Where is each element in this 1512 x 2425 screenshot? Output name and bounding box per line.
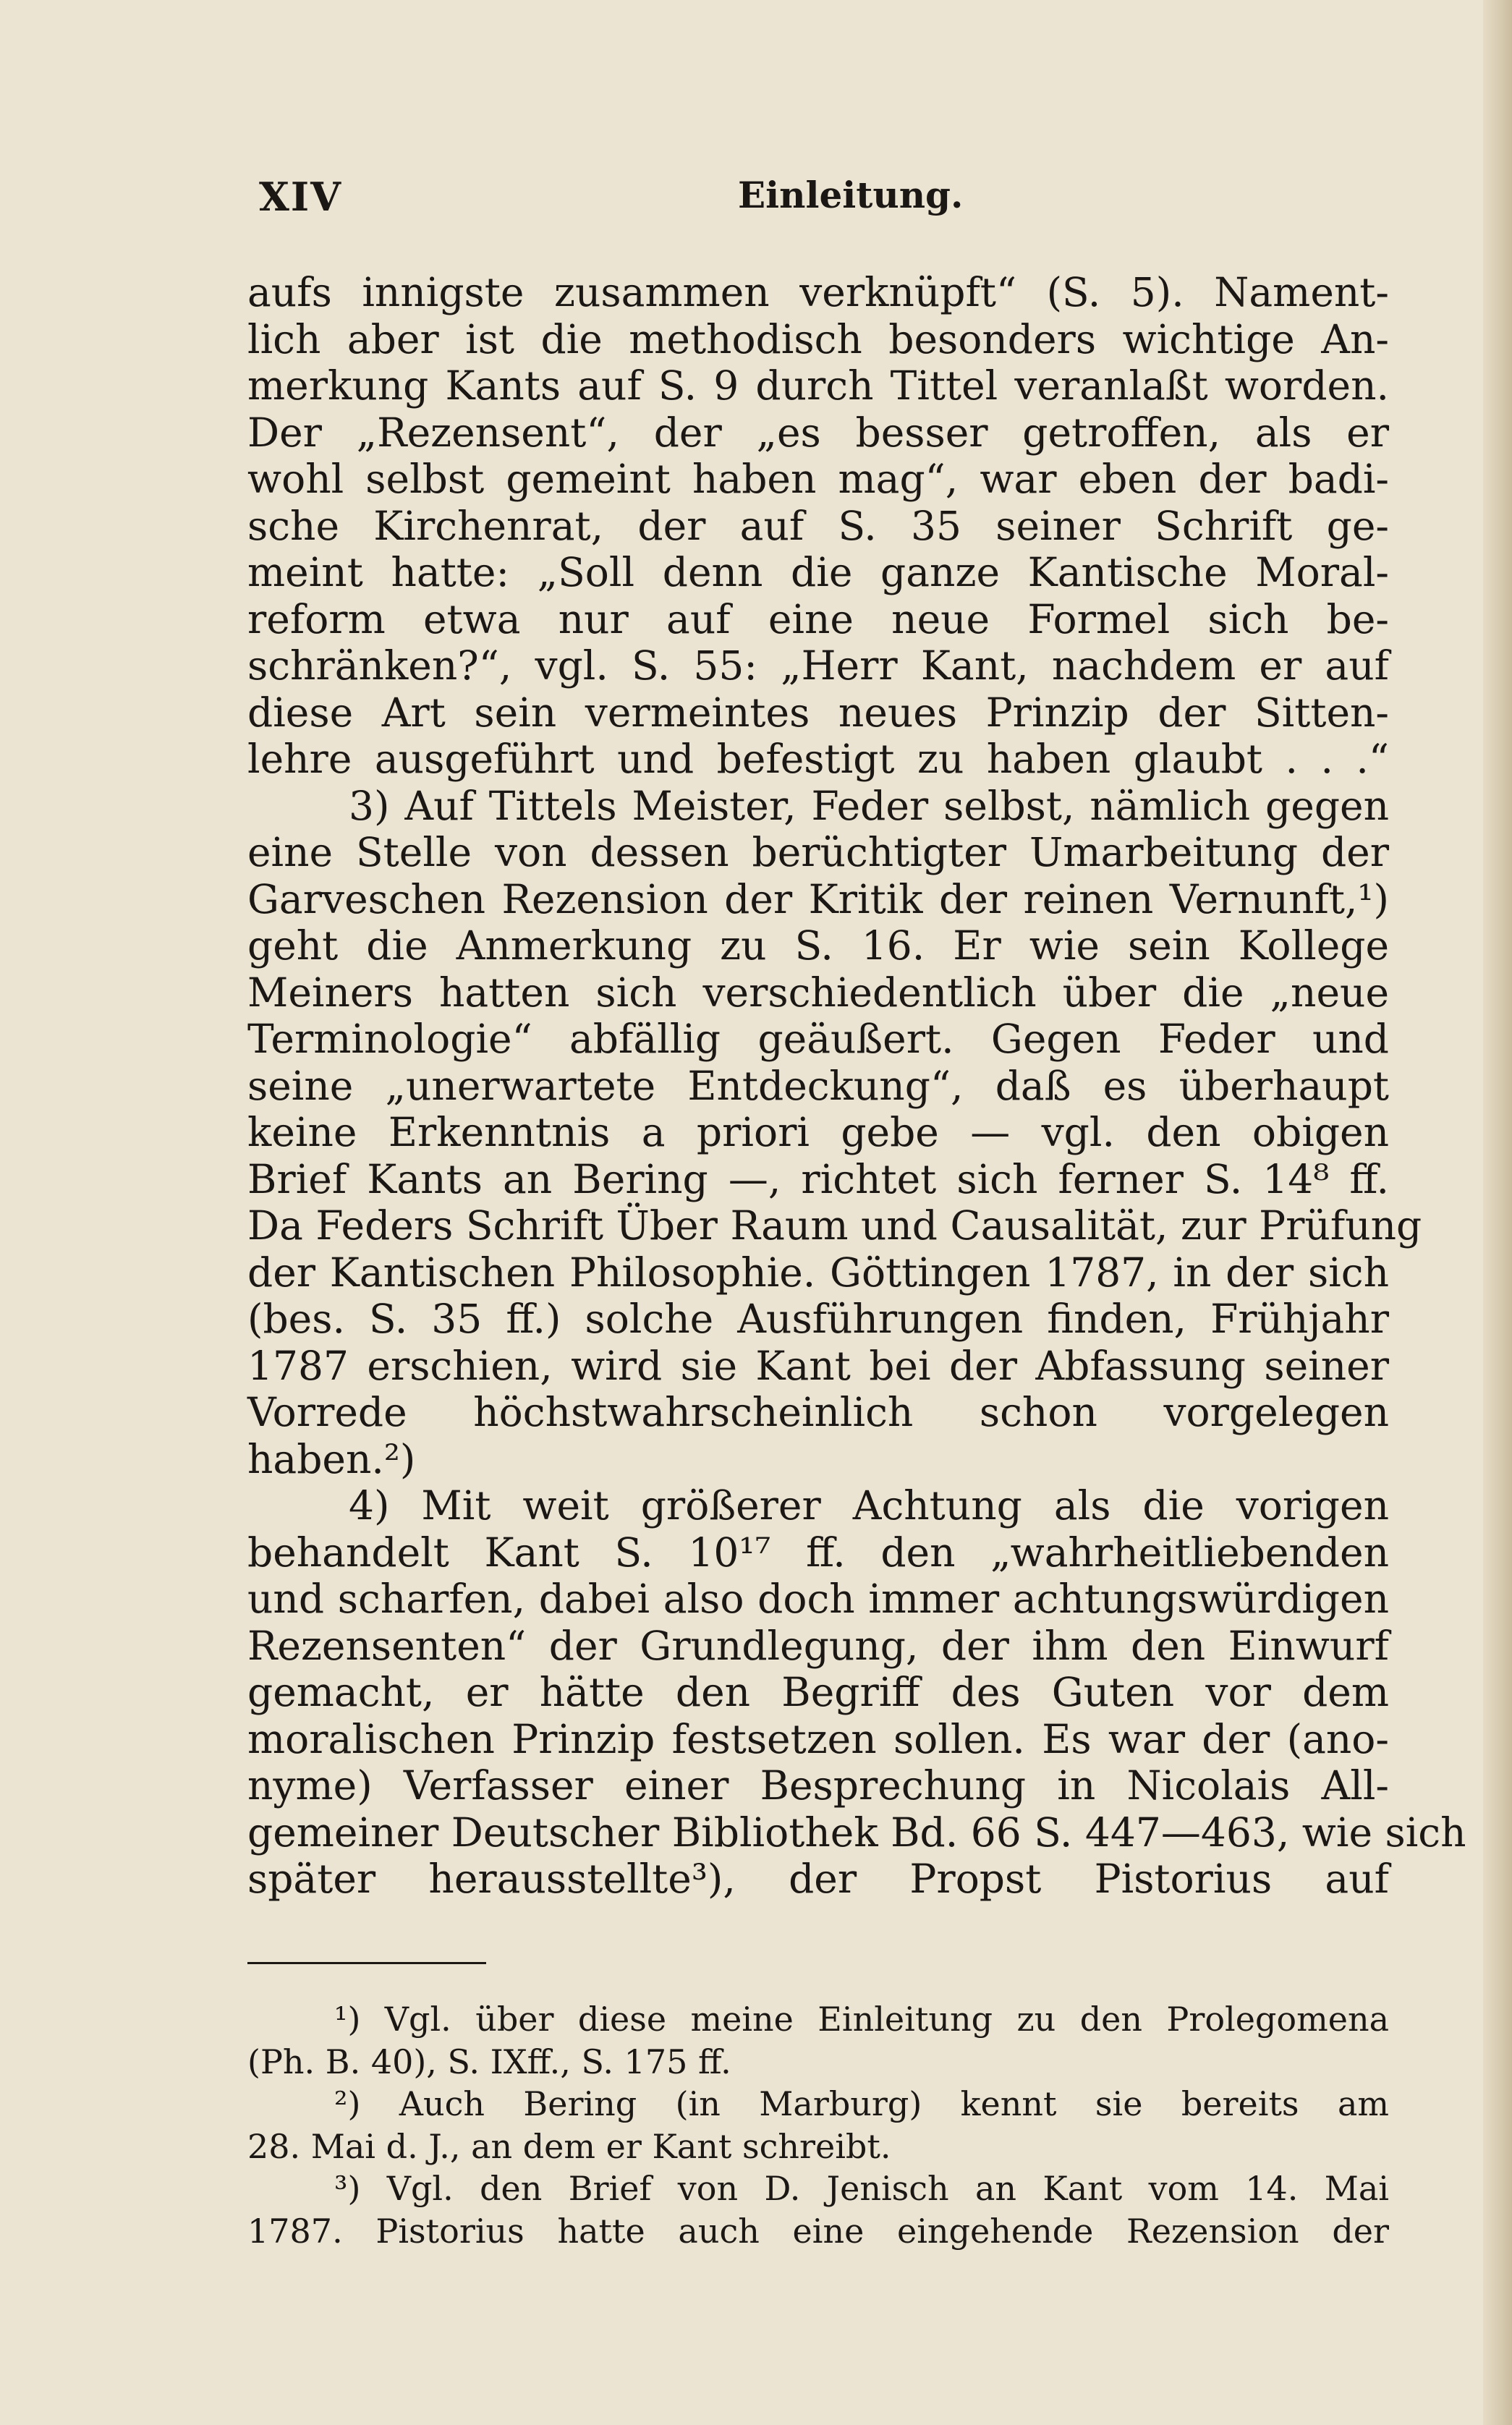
text-line: Vorrede höchstwahrscheinlich schon vorgelegen — [247, 1389, 1389, 1435]
text-line: Der „Rezensent“, der „es besser getroffen, als er — [247, 409, 1389, 456]
text-line: geht die Anmerkung zu S. 16. Er wie sein Kollege — [247, 922, 1389, 969]
page-edge-shadow — [1483, 0, 1512, 2425]
text-line: nyme) Verfasser einer Besprechung in Nicolais All- — [247, 1762, 1389, 1809]
text-line: eine Stelle von dessen berüchtigter Umarbeitung der — [247, 829, 1389, 875]
footnote-line: ³) Vgl. den Brief von D. Jenisch an Kant vom 14. Mai — [334, 2169, 1389, 2208]
footnotes — [247, 1998, 1389, 2252]
text-line: keine Erkenntnis a priori gebe — vgl. den obigen — [247, 1109, 1389, 1155]
text-line: lich aber ist die methodisch besonders wichtige An- — [247, 315, 1389, 362]
page-header — [246, 174, 1389, 239]
footnote-line: 28. Mai d. J., an dem er Kant schreibt. — [247, 2126, 891, 2166]
text-line: seine „unerwartete Entdeckung“, daß es überhaupt — [247, 1062, 1389, 1109]
text-line: Terminologie“ abfällig geäußert. Gegen Feder und — [247, 1016, 1389, 1062]
text-line: Brief Kants an Bering —, richtet sich ferner S. 14⁸ ff. — [247, 1155, 1389, 1202]
text-line: 1787 erschien, wird sie Kant bei der Abfassung seiner — [247, 1342, 1389, 1389]
text-line: Meiners hatten sich verschiedentlich über die „neue — [247, 969, 1389, 1016]
footnote-line: ¹) Vgl. über diese meine Einleitung zu den Prolegomena — [334, 2000, 1389, 2039]
text-line: wohl selbst gemeint haben mag“, war eben der badi- — [247, 456, 1389, 502]
footnote-divider — [247, 1962, 486, 1964]
text-line: haben.²) — [247, 1435, 416, 1482]
text-line: moralischen Prinzip festsetzen sollen. Es war der (ano- — [247, 1715, 1389, 1762]
text-line: der Kantischen Philosophie. Göttingen 1787, in der sich — [247, 1249, 1389, 1296]
text-line: 4) Mit weit größerer Achtung als die vorigen — [349, 1482, 1389, 1529]
text-line: schränken?“, vgl. S. 55: „Herr Kant, nachdem er auf — [247, 642, 1389, 689]
text-line: diese Art sein vermeintes neues Prinzip der Sitten- — [247, 689, 1389, 736]
text-line: 3) Auf Tittels Meister, Feder selbst, nämlich gegen — [349, 782, 1389, 829]
text-line: merkung Kants auf S. 9 durch Tittel veranlaßt worden. — [247, 362, 1389, 409]
text-line: Garveschen Rezension der Kritik der reinen Vernunft,¹) — [247, 875, 1389, 922]
text-line: gemacht, er hätte den Begriff des Guten vor dem — [247, 1669, 1389, 1715]
text-line: reform etwa nur auf eine neue Formel sich be- — [247, 595, 1389, 642]
text-line: behandelt Kant S. 10¹⁷ ff. den „wahrheitliebenden — [247, 1529, 1389, 1576]
footnote-line: 1787. Pistorius hatte auch eine eingehende Rezension der — [247, 2211, 1389, 2251]
text-line: (bes. S. 35 ff.) solche Ausführungen finden, Frühjahr — [247, 1296, 1389, 1342]
text-line: und scharfen, dabei also doch immer achtungswürdigen — [247, 1576, 1389, 1622]
page-number: XIV — [259, 174, 343, 220]
text-line: aufs innigste zusammen verknüpft“ (S. 5). Nament- — [247, 269, 1389, 315]
footnote-line: (Ph. B. 40), S. IXff., S. 175 ff. — [247, 2042, 731, 2081]
text-line: lehre ausgeführt und befestigt zu haben glaubt . . .“ — [247, 736, 1389, 782]
text-line: gemeiner Deutscher Bibliothek Bd. 66 S. 447—463, wie sich — [247, 1809, 1466, 1856]
main-text — [247, 269, 1466, 1903]
text-line: Rezensenten“ der Grundlegung, der ihm den Einwurf — [247, 1622, 1389, 1669]
text-line: Da Feders Schrift Über Raum und Causalität, zur Prüfung — [247, 1202, 1422, 1249]
text-line: meint hatte: „Soll denn die ganze Kantische Moral- — [247, 549, 1389, 595]
text-line: sche Kirchenrat, der auf S. 35 seiner Schrift ge- — [247, 502, 1389, 549]
text-line: später herausstellte³), der Propst Pistorius auf — [247, 1856, 1389, 1902]
running-title: Einleitung. — [738, 174, 964, 216]
footnote-line: ²) Auch Bering (in Marburg) kennt sie bereits am — [334, 2084, 1389, 2123]
